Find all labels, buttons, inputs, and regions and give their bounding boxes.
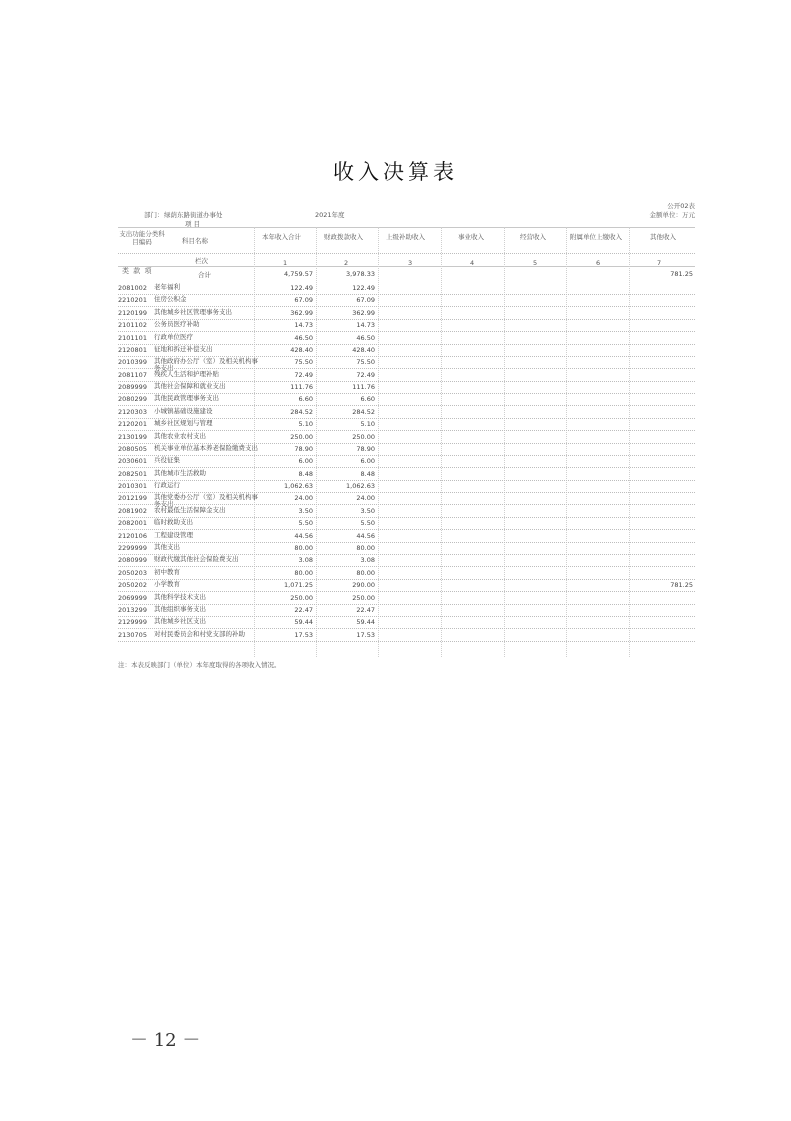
row-v1: 17.53: [294, 630, 313, 639]
header-name: 科目名称: [182, 237, 208, 245]
total-v1: 4,759.57: [284, 270, 313, 278]
table-row: [118, 456, 695, 468]
row-v1: 14.73: [294, 321, 313, 330]
table-row: [118, 617, 695, 629]
row-code: 2089999: [118, 383, 147, 392]
row-v1: 5.50: [298, 519, 313, 528]
row-v2: 17.53: [356, 630, 375, 639]
row-name: 农村最低生活保障金支出: [154, 505, 226, 514]
header-bottom-rule: [118, 266, 695, 267]
table-row: [118, 345, 695, 357]
row-name: 财政代缴其他社会保险费支出: [154, 555, 239, 564]
row-v2: 75.50: [356, 358, 375, 367]
row-v1: 362.99: [290, 308, 313, 317]
row-name: 老年福利: [154, 283, 180, 291]
row-name: 其他民政管理事务支出: [154, 394, 219, 403]
lane-label: 栏次: [195, 257, 208, 265]
row-v2: 362.99: [352, 308, 375, 317]
table-row: [118, 568, 695, 580]
row-v1: 250.00: [290, 593, 313, 602]
row-v1: 22.47: [294, 605, 313, 614]
row-name: 临时救助支出: [154, 518, 193, 527]
row-code: 2101101: [118, 333, 147, 342]
report-year: 2021年度: [315, 211, 345, 219]
header-v7: 其他收入: [650, 233, 676, 241]
row-v1: 24.00: [294, 494, 313, 503]
amount-unit: 金额单位：万元: [649, 211, 695, 219]
row-v2: 67.09: [356, 296, 375, 305]
row-name: 其他党委办公厅（室）及相关机构事务支出: [154, 493, 258, 508]
row-v1: 428.40: [290, 345, 313, 354]
row-v1: 111.76: [290, 383, 313, 392]
table-row: [118, 493, 695, 508]
table-row: [118, 394, 695, 406]
row-v1: 80.00: [294, 543, 313, 552]
row-code: 2210201: [118, 296, 147, 305]
row-v2: 6.00: [360, 457, 375, 466]
unit-label: 部门：: [144, 211, 164, 219]
row-name: 行政运行: [154, 481, 180, 490]
row-v2: 122.49: [352, 284, 375, 292]
row-code: 2050202: [118, 581, 147, 590]
table-row: [118, 295, 695, 307]
form-code: 公开02表: [667, 202, 695, 210]
row-v2: 24.00: [356, 494, 375, 503]
row-name: 残疾人生活和护理补贴: [154, 369, 219, 378]
row-name: 其他科学技术支出: [154, 592, 206, 601]
row-code: 2120106: [118, 531, 147, 540]
row-name: 其他城乡社区支出: [154, 617, 206, 626]
table-row: [118, 283, 695, 295]
header-v4: 事业收入: [458, 233, 484, 241]
row-v1: 75.50: [294, 358, 313, 367]
row-code: 2010301: [118, 482, 147, 491]
row-v1: 3.50: [298, 506, 313, 515]
row-v2: 46.50: [356, 333, 375, 342]
total-v2: 3,978.33: [346, 270, 375, 278]
table-row: [118, 333, 695, 345]
table-row: [118, 605, 695, 617]
row-v1: 67.09: [294, 296, 313, 305]
row-code: 2130705: [118, 630, 147, 639]
row-v1: 250.00: [290, 432, 313, 441]
row-name: 行政单位医疗: [154, 332, 193, 341]
row-v2: 3.50: [360, 506, 375, 515]
row-name: 城乡社区规划与管理: [154, 419, 213, 428]
row-name: 兵役征集: [154, 456, 180, 465]
row-v1: 1,071.25: [284, 581, 313, 590]
row-code: 2080505: [118, 444, 147, 453]
row-name: 其他政府办公厅（室）及相关机构事务支出: [154, 357, 258, 372]
row-code: 2012199: [118, 494, 147, 503]
row-code: 2120199: [118, 308, 147, 317]
lane-num-5: 5: [533, 259, 538, 267]
total-row: [118, 269, 695, 281]
header-code: 支出功能分类科目编码: [119, 230, 165, 246]
row-v2: 250.00: [352, 432, 375, 441]
page-title: 收入决算表: [333, 160, 458, 184]
row-v2: 80.00: [356, 543, 375, 552]
row-code: 2050203: [118, 568, 147, 577]
total-label: 合计: [198, 271, 211, 279]
table-row: [118, 382, 695, 394]
table-row: [118, 308, 695, 320]
table-row: [118, 357, 695, 372]
header-v6: 附属单位上缴收入: [570, 233, 622, 241]
row-v2: 250.00: [352, 593, 375, 602]
row-v1: 78.90: [294, 444, 313, 453]
row-v2: 3.08: [360, 556, 375, 565]
row-code: 2081002: [118, 284, 147, 292]
header-v1: 本年收入合计: [262, 233, 301, 241]
table-row: [118, 407, 695, 419]
row-v1: 44.56: [294, 531, 313, 540]
row-name: 机关事业单位基本养老保险缴费支出: [154, 443, 258, 452]
row-name: 其他城市生活救助: [154, 468, 206, 477]
row-code: 2120801: [118, 345, 147, 354]
project-header: 项 目: [185, 220, 201, 228]
table-row: [118, 630, 695, 642]
table-row: [118, 370, 695, 382]
row-v2: 72.49: [356, 370, 375, 379]
row-code: 2010399: [118, 358, 147, 367]
row-code: 2120303: [118, 407, 147, 416]
row-v1: 122.49: [290, 284, 313, 292]
table-row: [118, 506, 695, 518]
row-v1: 5.10: [298, 420, 313, 429]
row-code: 2081902: [118, 506, 147, 515]
header-top-rule: [118, 227, 695, 228]
row-name: 住房公积金: [154, 295, 187, 304]
row-v1: 59.44: [294, 618, 313, 627]
row-code: 2080299: [118, 395, 147, 404]
row-name: 小城镇基础设施建设: [154, 406, 213, 415]
row-v1: 80.00: [294, 568, 313, 577]
page-number: － 12 －: [130, 1030, 201, 1051]
row-code: 2069999: [118, 593, 147, 602]
table-row: [118, 543, 695, 555]
lane-num-1: 1: [283, 259, 288, 267]
row-rule: [118, 641, 695, 642]
row-v1: 72.49: [294, 370, 313, 379]
row-v2: 8.48: [360, 469, 375, 478]
table-row: [118, 320, 695, 332]
row-code: 2081107: [118, 370, 147, 379]
row-v2: 5.10: [360, 420, 375, 429]
table-row: [118, 419, 695, 431]
row-code: 2080999: [118, 556, 147, 565]
row-name: 对村民委员会和村党支部的补助: [154, 629, 245, 638]
kind-label: 类 款 项: [122, 267, 153, 275]
total-v7: 781.25: [670, 270, 693, 278]
row-name: 工程建设管理: [154, 530, 193, 539]
row-code: 2120201: [118, 420, 147, 429]
table-row: [118, 469, 695, 481]
row-name: 初中教育: [154, 567, 180, 576]
table-note: 注：本表反映部门（单位）本年度取得的各项收入情况。: [118, 661, 281, 669]
row-v1: 1,062.63: [284, 482, 313, 491]
row-v1: 6.00: [298, 457, 313, 466]
lane-num-3: 3: [408, 259, 413, 267]
row-v1: 284.52: [290, 407, 313, 416]
lane-num-7: 7: [657, 259, 662, 267]
row-name: 其他农业农村支出: [154, 431, 206, 440]
table-row: [118, 444, 695, 456]
unit-name: 绿荫东路街道办事处: [164, 211, 223, 219]
row-name: 其他城乡社区管理事务支出: [154, 307, 232, 316]
row-code: 2101102: [118, 321, 147, 330]
row-code: 2129999: [118, 618, 147, 627]
lane-num-2: 2: [344, 259, 349, 267]
row-v7: 781.25: [670, 581, 693, 590]
row-code: 2130199: [118, 432, 147, 441]
row-v1: 8.48: [298, 469, 313, 478]
row-v2: 6.60: [360, 395, 375, 404]
row-v2: 80.00: [356, 568, 375, 577]
row-code: 2082501: [118, 469, 147, 478]
table-row: [118, 593, 695, 605]
lane-num-4: 4: [470, 259, 475, 267]
row-name: 征地和拆迁补偿支出: [154, 344, 213, 353]
table-row: [118, 518, 695, 530]
row-code: 2299999: [118, 543, 147, 552]
row-v2: 5.50: [360, 519, 375, 528]
row-v2: 428.40: [352, 345, 375, 354]
table-row: [118, 432, 695, 444]
header-mid-rule: [118, 253, 695, 254]
header-v3: 上级补助收入: [386, 233, 425, 241]
row-name: 公务员医疗补助: [154, 320, 200, 329]
header-v2: 财政拨款收入: [324, 233, 363, 241]
row-v1: 6.60: [298, 395, 313, 404]
row-name: 其他社会保障和就业支出: [154, 382, 226, 391]
header-v5: 经营收入: [520, 233, 546, 241]
row-v2: 1,062.63: [346, 482, 375, 491]
table-row: [118, 555, 695, 567]
row-v1: 3.08: [298, 556, 313, 565]
row-v2: 284.52: [352, 407, 375, 416]
row-name: 其他组织事务支出: [154, 604, 206, 613]
row-name: 小学教育: [154, 580, 180, 589]
table-row: [118, 531, 695, 543]
row-v2: 290.00: [352, 581, 375, 590]
row-v2: 111.76: [352, 383, 375, 392]
table-row: [118, 481, 695, 493]
row-v2: 59.44: [356, 618, 375, 627]
row-v2: 22.47: [356, 605, 375, 614]
row-code: 2013299: [118, 605, 147, 614]
lane-num-6: 6: [596, 259, 601, 267]
row-v2: 78.90: [356, 444, 375, 453]
row-code: 2030601: [118, 457, 147, 466]
row-v2: 14.73: [356, 321, 375, 330]
table-row: [118, 580, 695, 592]
row-name: 其他支出: [154, 542, 180, 551]
row-v1: 46.50: [294, 333, 313, 342]
row-v2: 44.56: [356, 531, 375, 540]
row-code: 2082001: [118, 519, 147, 528]
